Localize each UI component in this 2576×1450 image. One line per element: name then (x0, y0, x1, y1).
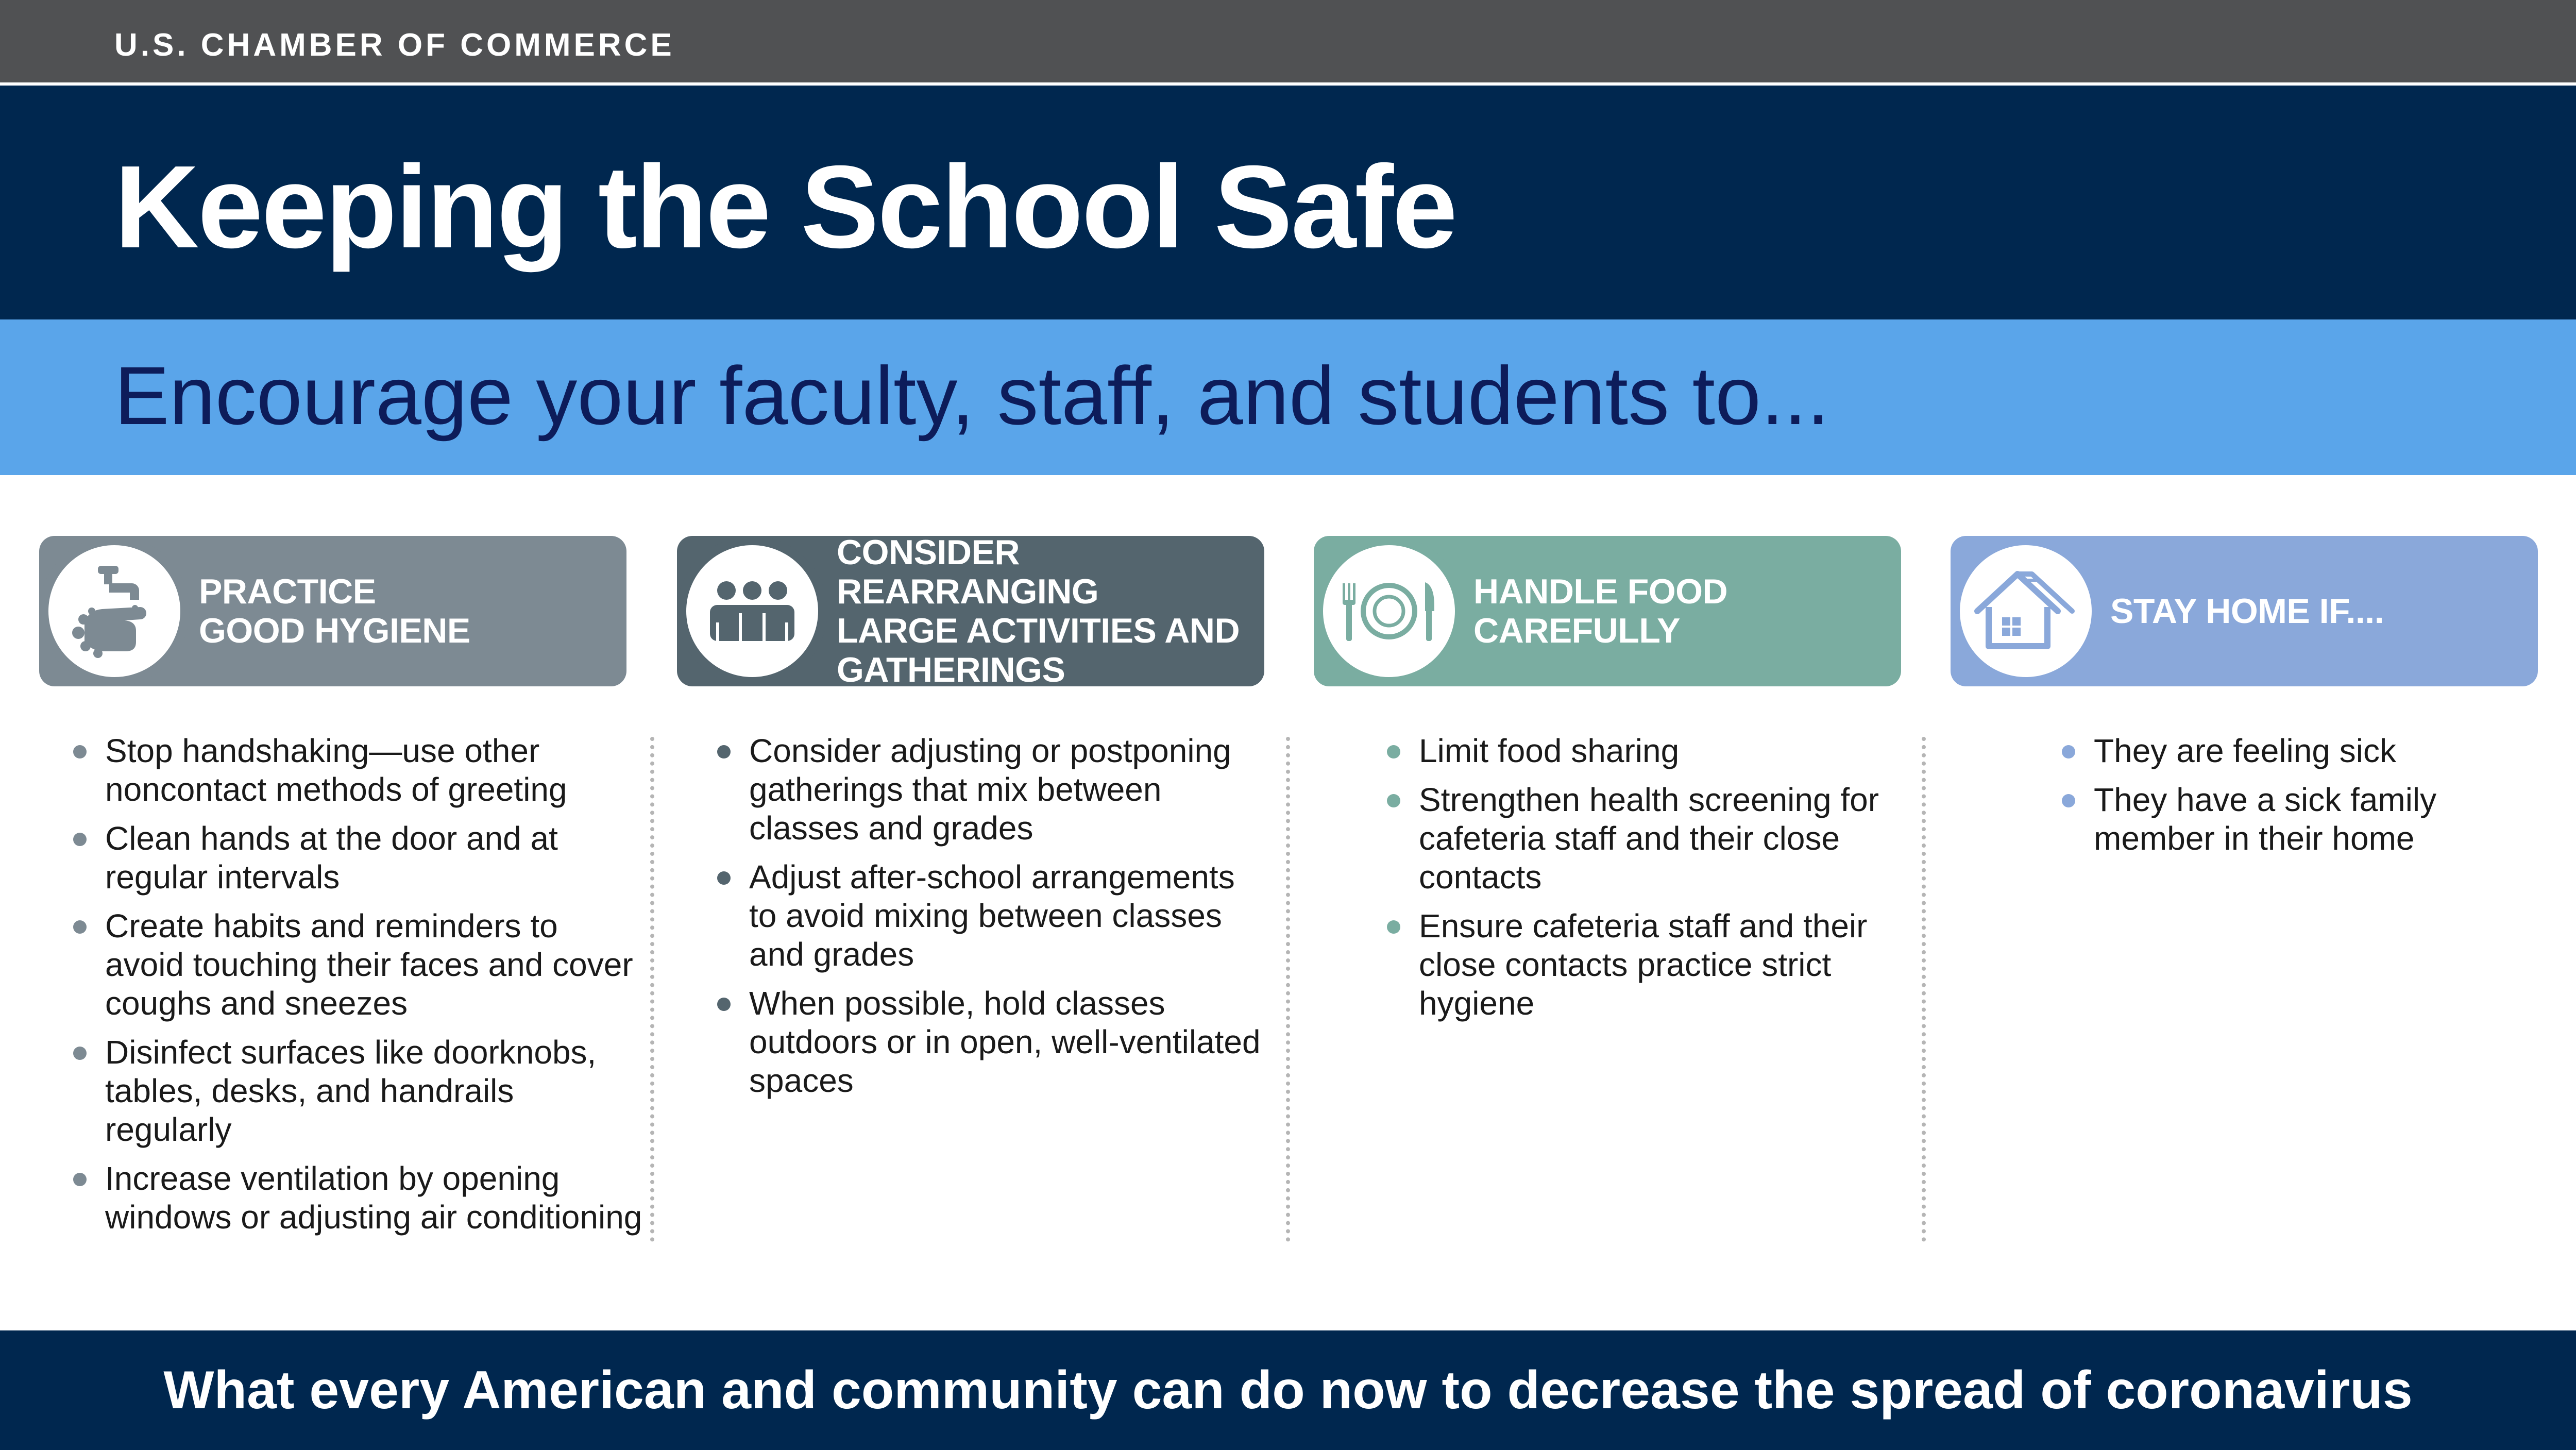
list-item: Consider adjusting or postponing gatherings that mix between classes and grades (716, 732, 1262, 848)
category-title-line: LARGE ACTIVITIES AND (837, 611, 1240, 650)
category-header-hygiene (39, 536, 626, 686)
list-item: Increase ventilation by opening windows or adjusting air conditioning (72, 1159, 644, 1237)
category-title-line: CAREFULLY (1473, 611, 1681, 650)
column-divider (1286, 737, 1290, 1242)
column-divider (1922, 737, 1926, 1242)
list-item: Strengthen health screening for cafeteria staff and their close contacts (1386, 781, 1886, 897)
category-title-line: CONSIDER REARRANGING (837, 532, 1099, 611)
column-divider (650, 737, 654, 1242)
category-header-rearranging (677, 532, 1264, 690)
category-title-line: GATHERINGS (837, 650, 1065, 690)
list-item: Ensure cafeteria staff and their close contacts practice strict hygiene (1386, 907, 1886, 1023)
list-item: They have a sick family member in their home (2061, 781, 2524, 858)
list-item: When possible, hold classes outdoors or in open, well-ventilated spaces (716, 984, 1262, 1100)
list-item: They are feeling sick (2061, 732, 2524, 770)
list-item: Clean hands at the door and at regular intervals (72, 819, 644, 897)
house-icon (1951, 536, 2101, 686)
category-title-line: HANDLE FOOD (1473, 571, 1728, 611)
food-list (1386, 732, 1886, 1033)
list-item: Create habits and reminders to avoid touching their faces and cover coughs and sneezes (72, 907, 644, 1023)
category-header-food (1314, 536, 1901, 686)
top-bar (0, 0, 2576, 82)
page-subtitle: Encourage your faculty, staff, and students to... (114, 349, 1830, 442)
footer-text: What every American and community can do now to decrease the spread of coronavirus (163, 1360, 2413, 1420)
category-title-line: GOOD HYGIENE (199, 611, 470, 650)
category-title-line: PRACTICE (199, 571, 376, 611)
category-header-stay-home (1951, 536, 2538, 686)
list-item: Limit food sharing (1386, 732, 1886, 770)
rearranging-list (716, 732, 1262, 1110)
page-title: Keeping the School Safe (114, 142, 1456, 273)
hygiene-list (72, 732, 644, 1247)
list-item: Disinfect surfaces like doorknobs, tables, desks, and handrails regularly (72, 1033, 644, 1149)
stay-home-list (2061, 732, 2524, 868)
organization-name: U.S. CHAMBER OF COMMERCE (114, 27, 675, 63)
plate-cutlery-icon (1314, 536, 1464, 686)
subtitle-banner (0, 319, 2576, 475)
group-people-icon (677, 536, 827, 686)
category-title-line: STAY HOME IF.... (2110, 591, 2384, 631)
list-item: Stop handshaking—use other noncontact methods of greeting (72, 732, 644, 809)
title-banner (0, 86, 2576, 319)
list-item: Adjust after-school arrangements to avoid mixing between classes and grades (716, 858, 1262, 974)
footer-banner (0, 1330, 2576, 1450)
handwashing-icon (39, 536, 190, 686)
